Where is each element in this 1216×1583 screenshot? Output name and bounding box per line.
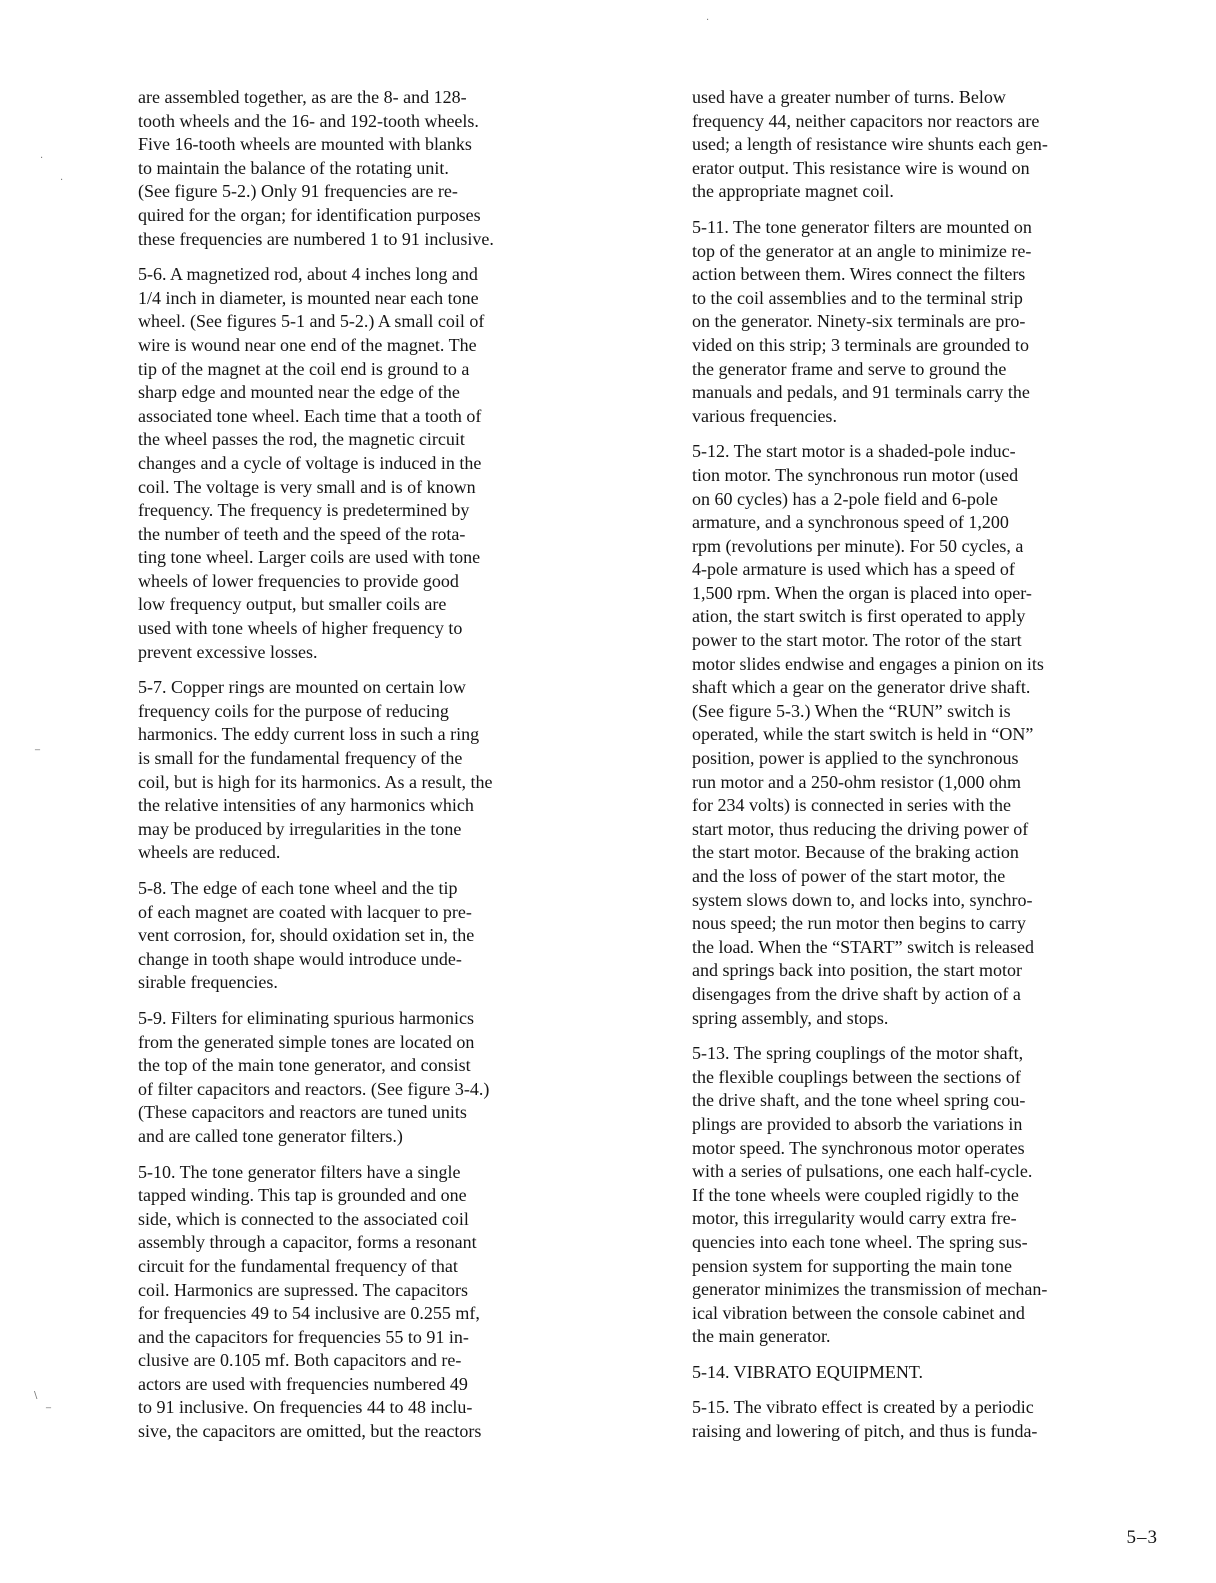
scan-speck: · [60,175,64,186]
left-paragraph [138,86,608,251]
text-line: motor, this irregularity would carry extra fre- [692,1208,1017,1229]
paragraph-gap [138,865,608,877]
text-line: nous speed; the run motor then begins to carry [692,913,1026,934]
text-line: is small for the fundamental frequency of the [138,748,463,769]
text-line: start motor, thus reducing the driving power of [692,818,1029,839]
text-line: frequency 44, neither capacitors nor reactors are [692,110,1040,131]
scan-speck: _ [35,740,40,751]
text-line: to maintain the balance of the rotating unit. [138,157,449,178]
text-line: tion motor. The synchronous run motor (used [692,464,1019,485]
text-line: system slows down to, and locks into, synchro- [692,889,1033,910]
right-paragraph [692,1361,1162,1385]
text-line: 5-9. Filters for eliminating spurious harmonics [138,1007,474,1028]
text-line: 5-15. The vibrato effect is created by a periodic [692,1397,1034,1418]
text-line: low frequency output, but smaller coils are [138,594,447,615]
text-line: 5-11. The tone generator filters are mounted on [692,216,1032,237]
text-line: tapped winding. This tap is grounded and one [138,1185,467,1206]
text-line: may be produced by irregularities in the tone [138,818,462,839]
left-paragraph [138,263,608,664]
text-line: the top of the main tone generator, and consist [138,1055,471,1076]
text-line: prevent excessive losses. [138,641,318,662]
text-line: raising and lowering of pitch, and thus is funda- [692,1421,1038,1442]
text-line: motor speed. The synchronous motor operates [692,1137,1025,1158]
text-line: rpm (revolutions per minute). For 50 cycles, a [692,535,1024,556]
text-line: frequency. The frequency is predetermined by [138,500,470,521]
text-line: ical vibration between the console cabinet and [692,1302,1025,1323]
text-line: from the generated simple tones are located on [138,1031,475,1052]
left-paragraph [138,1007,608,1149]
text-line: tip of the magnet at the coil end is ground to a [138,358,470,379]
text-line: operated, while the start switch is held in “ON” [692,724,1034,745]
text-line: the load. When the “START” switch is released [692,936,1035,957]
text-line: the wheel passes the rod, the magnetic circuit [138,429,465,450]
text-line: 5-6. A magnetized rod, about 4 inches long and [138,264,478,285]
text-line: to 91 inclusive. On frequencies 44 to 48 inclu- [138,1397,473,1418]
left-paragraph [138,877,608,995]
text-line: wheels are reduced. [138,842,281,863]
paragraph-gap [138,664,608,676]
text-line: If the tone wheels were coupled rigidly to the [692,1184,1019,1205]
paragraph-gap [692,1030,1162,1042]
text-line: 5-7. Copper rings are mounted on certain low [138,677,466,698]
text-line: associated tone wheel. Each time that a tooth of [138,405,482,426]
paragraph-gap [138,251,608,263]
page-number: 5–3 [1126,1527,1158,1548]
text-line: disengages from the drive shaft by action of a [692,983,1021,1004]
text-line: sharp edge and mounted near the edge of the [138,382,460,403]
paragraph-gap [692,1384,1162,1396]
text-line: are assembled together, as are the 8- and 128- [138,87,467,107]
text-line: coil, but is high for its harmonics. As a result, the [138,771,493,792]
text-line: plings are provided to absorb the variations in [692,1113,1023,1134]
right-paragraph [692,216,1162,428]
scan-speck: . [706,12,710,23]
text-line: coil. Harmonics are supressed. The capacitors [138,1279,469,1300]
text-line: used with tone wheels of higher frequency to [138,618,463,639]
text-line: assembly through a capacitor, forms a resonant [138,1232,477,1253]
text-line: erator output. This resistance wire is wound on [692,157,1030,178]
text-line: for 234 volts) is connected in series with the [692,795,1011,816]
paragraph-gap [138,995,608,1007]
left-paragraph [138,1161,608,1444]
text-line: 5-10. The tone generator filters have a single [138,1161,461,1182]
text-line: of filter capacitors and reactors. (See figure 3-4.) [138,1078,490,1099]
text-line: armature, and a synchronous speed of 1,200 [692,512,1009,533]
right-paragraph [692,86,1162,204]
text-line: the appropriate magnet coil. [692,181,894,202]
text-line: manuals and pedals, and 91 terminals carry the [692,382,1030,403]
text-line: various frequencies. [692,405,837,426]
right-paragraph [692,1396,1162,1443]
text-line: the flexible couplings between the sections of [692,1066,1021,1087]
text-line: on the generator. Ninety-six terminals are pro- [692,311,1026,332]
text-line: Five 16-tooth wheels are mounted with blanks [138,134,472,155]
text-line: position, power is applied to the synchronous [692,748,1019,769]
text-line: 5-8. The edge of each tone wheel and the tip [138,878,458,898]
text-line: spring assembly, and stops. [692,1007,889,1028]
paragraph-gap [692,204,1162,216]
text-line: sive, the capacitors are omitted, but the reactors [138,1421,482,1442]
text-line: 5-13. The spring couplings of the motor shaft, [692,1043,1024,1064]
text-line: side, which is connected to the associated coil [138,1208,469,1229]
text-line: wheel. (See figures 5-1 and 5-2.) A small coil of [138,311,485,332]
text-line: and the capacitors for frequencies 55 to 91 in- [138,1326,469,1347]
text-line: power to the start motor. The rotor of the start [692,630,1022,651]
text-line: the relative intensities of any harmonics which [138,795,474,816]
scan-speck: . [40,150,44,161]
text-line: quencies into each tone wheel. The spring sus- [692,1231,1028,1252]
text-line: used have a greater number of turns. Below [692,87,1006,107]
text-line: used; a length of resistance wire shunts each gen- [692,134,1048,155]
text-line: actors are used with frequencies numbered 49 [138,1373,468,1394]
text-line: sirable frequencies. [138,972,278,993]
text-line: on 60 cycles) has a 2-pole field and 6-pole [692,488,998,509]
left-column [138,86,608,1444]
text-line: harmonics. The eddy current loss in such a ring [138,724,480,745]
text-line: vent corrosion, for, should oxidation set in, the [138,925,475,946]
text-line: changes and a cycle of voltage is induced in the [138,452,482,473]
text-line: circuit for the fundamental frequency of that [138,1255,458,1276]
paragraph-gap [138,1149,608,1161]
left-paragraph [138,676,608,865]
text-line: (See figure 5-2.) Only 91 frequencies are re- [138,181,458,202]
paragraph-gap [692,428,1162,440]
text-line: with a series of pulsations, one each half-cycle. [692,1161,1033,1182]
text-line: ation, the start switch is first operated to apply [692,606,1026,627]
text-line: 1/4 inch in diameter, is mounted near each tone [138,287,479,308]
text-line: to the coil assemblies and to the terminal strip [692,287,1023,308]
text-line: run motor and a 250-ohm resistor (1,000 ohm [692,771,1021,792]
text-line: clusive are 0.105 mf. Both capacitors and re- [138,1350,462,1371]
text-line: the start motor. Because of the braking action [692,842,1019,863]
text-line: action between them. Wires connect the filters [692,264,1026,285]
text-line: 1,500 rpm. When the organ is placed into oper- [692,582,1032,603]
text-line: (See figure 5-3.) When the “RUN” switch is [692,700,1011,721]
text-line: quired for the organ; for identification purposes [138,204,481,225]
right-paragraph [692,440,1162,1030]
text-line: top of the generator at an angle to minimize re- [692,240,1032,261]
scan-speck: _ [46,1398,51,1409]
text-line: coil. The voltage is very small and is of known [138,476,476,497]
text-line: motor slides endwise and engages a pinion on its [692,653,1044,674]
text-line: and the loss of power of the start motor, the [692,866,1006,886]
text-line: the generator frame and serve to ground the [692,358,1007,379]
text-line: and are called tone generator filters.) [138,1125,403,1146]
text-line: vided on this strip; 3 terminals are grounded to [692,334,1029,355]
text-line: shaft which a gear on the generator drive shaft. [692,677,1031,698]
text-line: the main generator. [692,1326,831,1347]
text-line: wheels of lower frequencies to provide good [138,570,459,591]
text-line: the number of teeth and the speed of the rota- [138,523,466,544]
text-line: (These capacitors and reactors are tuned units [138,1102,467,1123]
text-line: 5-12. The start motor is a shaded-pole induc- [692,441,1016,462]
text-line: the drive shaft, and the tone wheel spring cou- [692,1090,1026,1111]
text-line: generator minimizes the transmission of mechan- [692,1279,1048,1300]
text-line: change in tooth shape would introduce unde- [138,948,462,969]
paragraph-gap [692,1349,1162,1361]
text-line: and springs back into position, the start motor [692,960,1022,981]
text-line: ting tone wheel. Larger coils are used with tone [138,547,481,568]
text-line: wire is wound near one end of the magnet. The [138,334,477,355]
text-line: 5-14. VIBRATO EQUIPMENT. [692,1361,924,1382]
text-line: for frequencies 49 to 54 inclusive are 0.255 mf, [138,1303,480,1324]
text-line: these frequencies are numbered 1 to 91 inclusive. [138,228,494,249]
scan-speck: \ [34,1390,38,1401]
right-column [692,86,1162,1444]
right-paragraph [692,1042,1162,1349]
text-line: 4-pole armature is used which has a speed of [692,559,1015,580]
text-line: pension system for supporting the main tone [692,1255,1012,1276]
text-line: frequency coils for the purpose of reducing [138,700,449,721]
text-line: tooth wheels and the 16- and 192-tooth wheels. [138,110,479,131]
text-line: of each magnet are coated with lacquer to pre- [138,901,472,922]
